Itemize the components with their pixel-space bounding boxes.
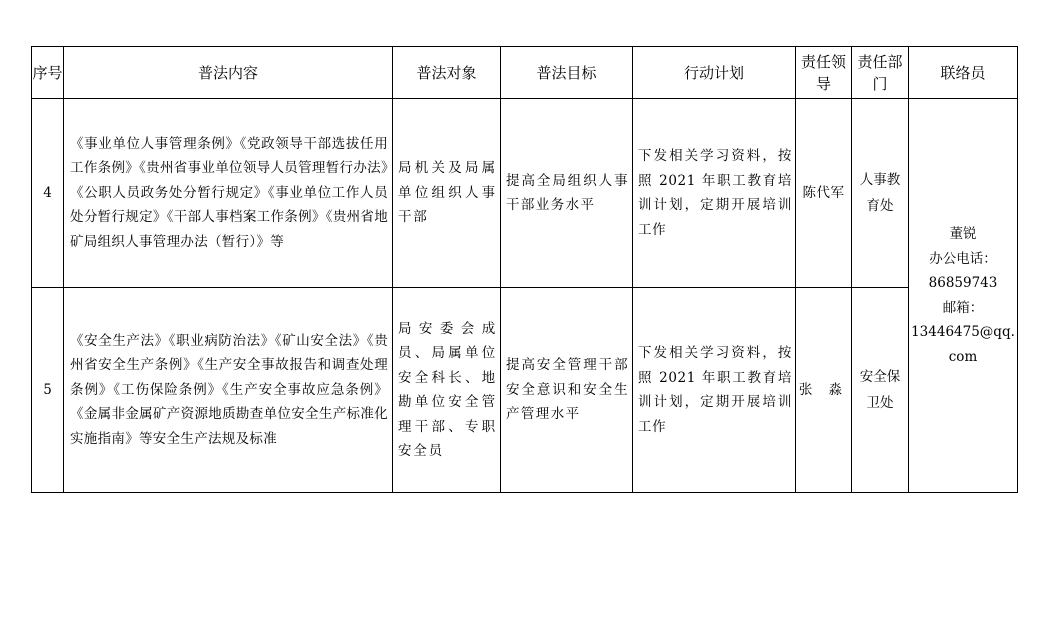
goal-cell: 提高安全管理干部安全意识和安全生产管理水平 xyxy=(501,288,633,493)
department-cell: 安全保卫处 xyxy=(852,288,909,493)
audience-cell: 局安委会成员、局属单位安全科长、地勘单位安全管理干部、专职安全员 xyxy=(393,288,501,493)
goal-cell: 提高全局组织人事干部业务水平 xyxy=(501,99,633,288)
header-no: 序号 xyxy=(32,47,64,99)
table-row xyxy=(32,99,1018,288)
header-row xyxy=(32,47,1018,99)
header-target: 普法对象 xyxy=(393,47,501,99)
contact-name: 董锐 xyxy=(949,226,977,242)
header-leader: 责任领导 xyxy=(796,47,852,99)
header-content: 普法内容 xyxy=(64,47,393,99)
department-cell: 人事教育处 xyxy=(852,99,909,288)
header-goal: 普法目标 xyxy=(501,47,633,99)
header-contact: 联络员 xyxy=(909,47,1018,99)
header-dept: 责任部门 xyxy=(852,47,909,99)
leader-cell: 张 淼 xyxy=(796,288,852,493)
audience-cell: 局机关及局属单位组织人事干部 xyxy=(393,99,501,288)
contact-email: 13446475@qq.com xyxy=(911,324,1015,365)
action-plan-cell: 下发相关学习资料，按照 2021 年职工教育培训计划，定期开展培训工作 xyxy=(633,99,796,288)
law-publicity-table xyxy=(31,46,1018,493)
contact-phone: 86859743 xyxy=(928,275,998,291)
header-plan: 行动计划 xyxy=(633,47,796,99)
law-content-cell: 《安全生产法》《职业病防治法》《矿山安全法》《贵州省安全生产条例》《生产安全事故报告和调查处理条例》《工伤保险条例》《生产安全事故应急条例》《金属非金属矿产资源地质勘查单位安全生产标准化实施指南》等安全生产法规及标准 xyxy=(64,288,393,493)
row-number: 4 xyxy=(32,99,64,288)
action-plan-cell: 下发相关学习资料，按照 2021 年职工教育培训计划，定期开展培训工作 xyxy=(633,288,796,493)
law-content-cell: 《事业单位人事管理条例》《党政领导干部选拔任用工作条例》《贵州省事业单位领导人员管理暂行办法》《公职人员政务处分暂行规定》《事业单位工作人员处分暂行规定》《干部人事档案工作条例》《贵州省地矿局组织人事管理办法（暂行）》等 xyxy=(64,99,393,288)
leader-cell: 陈代军 xyxy=(796,99,852,288)
contact-cell xyxy=(909,99,1018,493)
contact-phone-label: 办公电话： xyxy=(929,250,997,267)
table-row xyxy=(32,288,1018,493)
row-number: 5 xyxy=(32,288,64,493)
contact-email-label: 邮箱： xyxy=(942,299,984,316)
